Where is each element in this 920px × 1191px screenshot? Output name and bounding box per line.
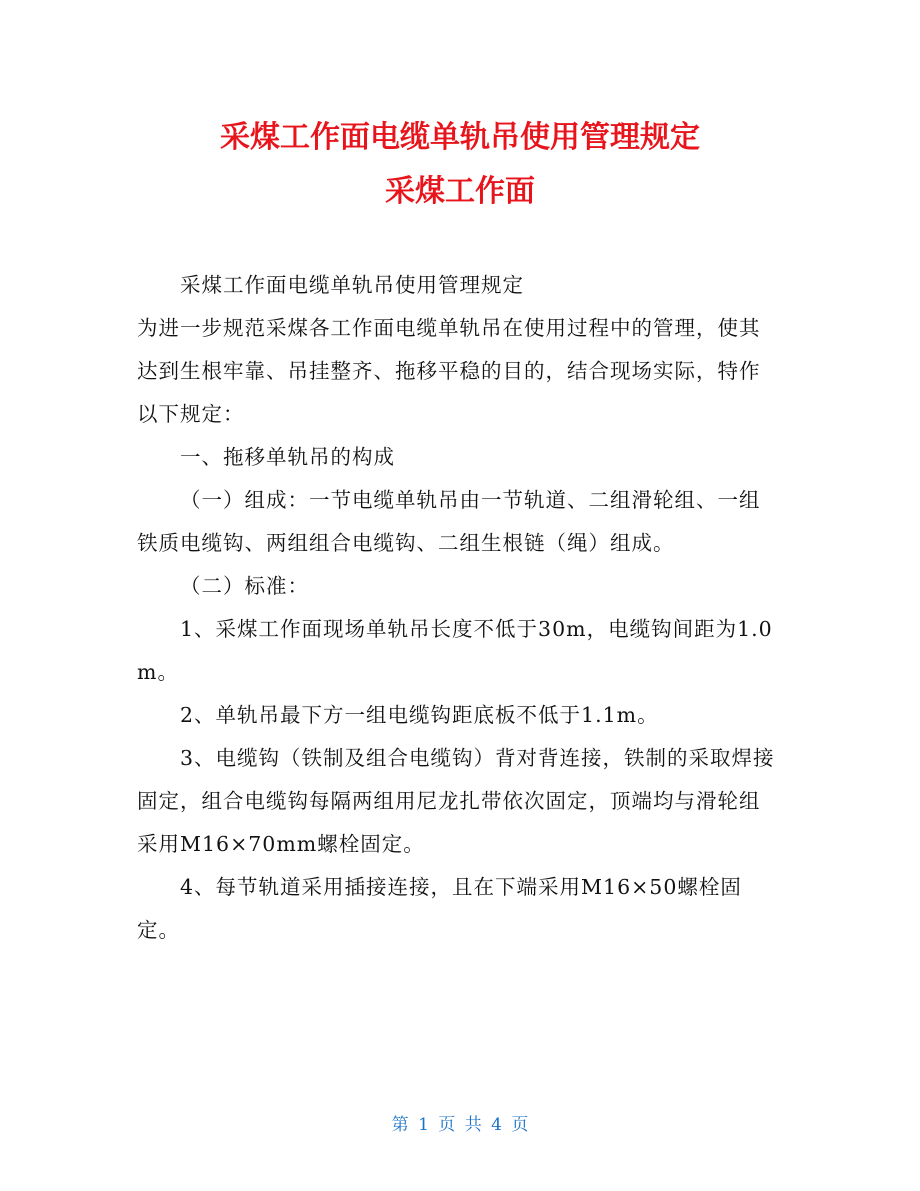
section-heading-1: 一、拖移单轨吊的构成 — [180, 445, 395, 469]
list-item-4: 4、每节轨道采用插接连接，且在下端采用M16×50螺栓固定。 — [137, 875, 742, 942]
document-title: 采煤工作面电缆单轨吊使用管理规定 — [220, 120, 700, 155]
list-item-1: 1、采煤工作面现场单轨吊长度不低于30m，电缆钩间距为1.0m。 — [137, 617, 773, 684]
list-item-3: 3、电缆钩（铁制及组合电缆钩）背对背连接，铁制的采取焊接固定，组合电缆钩每隔两组用尼龙扎带依次固定，顶端均与滑轮组采用M16×70mm螺栓固定。 — [137, 746, 775, 856]
document-body — [137, 264, 777, 952]
paragraph-intro: 为进一步规范采煤各工作面电缆单轨吊在使用过程中的管理，使其达到生根牢靠、吊挂整齐、拖移平稳的目的，结合现场实际，特作以下规定： — [137, 316, 761, 426]
paragraph-composition: （一）组成：一节电缆单轨吊由一节轨道、二组滑轮组、一组铁质电缆钩、两组组合电缆钩、二组生根链（绳）组成。 — [137, 488, 761, 555]
page-number-footer: 第 1 页 共 4 页 — [391, 1115, 529, 1135]
paragraph-heading: 采煤工作面电缆单轨吊使用管理规定 — [180, 273, 524, 297]
subsection-heading-standard: （二）标准： — [180, 574, 309, 598]
document-subtitle: 采煤工作面 — [385, 174, 535, 209]
list-item-2: 2、单轨吊最下方一组电缆钩距底板不低于1.1m。 — [180, 703, 659, 727]
